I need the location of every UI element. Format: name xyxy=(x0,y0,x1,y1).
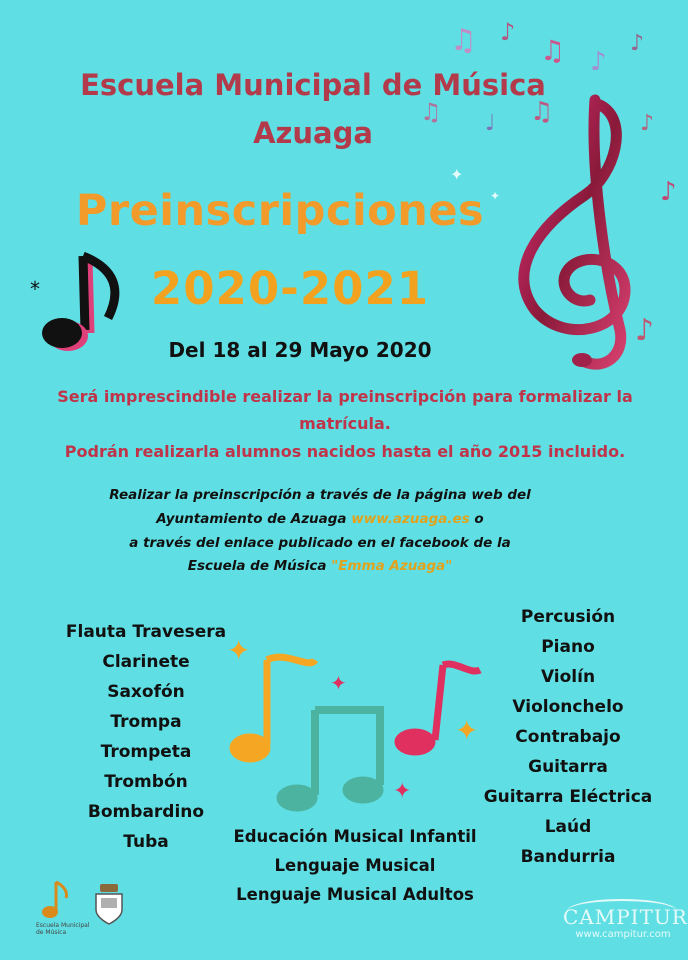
svg-text:♫: ♫ xyxy=(530,97,554,127)
svg-text:♩: ♩ xyxy=(485,111,496,136)
instrument-item: Bandurria xyxy=(520,847,616,867)
instrument-item: Violín xyxy=(540,667,596,687)
registration-dates: Del 18 al 29 Mayo 2020 xyxy=(168,338,432,362)
instrument-item: Trompeta xyxy=(100,742,192,762)
svg-text:*: * xyxy=(30,277,40,301)
svg-text:✦: ✦ xyxy=(490,189,501,203)
coat-of-arms-icon xyxy=(92,882,126,926)
svg-text:♪: ♪ xyxy=(660,177,677,207)
colored-notes-icon xyxy=(215,620,495,820)
web-info-line-2 xyxy=(40,511,600,527)
watermark-url: www.campitur.com xyxy=(575,929,671,940)
instrument-item: Saxofón xyxy=(107,682,185,702)
web-info-line-1: Realizar la preinscripción a través de la página web del xyxy=(109,487,531,503)
instrument-item: Bombardino xyxy=(87,802,205,822)
facebook-link[interactable]: "Emma Azuaga" xyxy=(331,558,453,574)
svg-text:♪: ♪ xyxy=(630,31,645,56)
svg-text:♪: ♪ xyxy=(635,313,655,348)
instruments-right-list xyxy=(470,602,666,872)
school-logo-caption: Escuela Municipal de Música xyxy=(36,922,90,936)
requirement-line-2: matrícula. xyxy=(299,414,391,433)
svg-text:♫: ♫ xyxy=(540,34,566,67)
web-info-line-3: a través del enlace publicado en el facebook de la xyxy=(129,535,511,551)
watermark-arc xyxy=(567,899,677,923)
svg-text:♫: ♫ xyxy=(450,23,477,58)
instrument-item: Clarinete xyxy=(102,652,190,672)
course-item: Lenguaje Musical Adultos xyxy=(236,885,474,904)
instrument-item: Trombón xyxy=(104,772,188,792)
course-item: Educación Musical Infantil xyxy=(233,827,477,846)
svg-text:✦: ✦ xyxy=(393,779,412,804)
svg-text:♪: ♪ xyxy=(500,18,516,46)
instrument-item: Guitarra xyxy=(528,757,608,777)
course-item: Lenguaje Musical xyxy=(274,856,436,875)
requirement-line-3: Podrán realizarla alumnos nacidos hasta el año 2015 incluido. xyxy=(64,442,626,461)
web-info-text: Ayuntamiento de Azuaga xyxy=(156,511,352,527)
svg-text:♪: ♪ xyxy=(640,111,655,136)
svg-text:✦: ✦ xyxy=(227,634,251,667)
watermark xyxy=(563,905,688,940)
instrument-item: Tuba xyxy=(123,832,169,852)
instrument-item: Contrabajo xyxy=(515,727,621,747)
academic-year: 2020-2021 xyxy=(150,262,430,315)
school-logo xyxy=(36,878,90,936)
web-info-line-4 xyxy=(40,558,600,574)
web-info-text: o xyxy=(469,511,484,527)
music-note-icon xyxy=(36,878,76,922)
svg-text:♫: ♫ xyxy=(420,98,442,126)
courses-list xyxy=(220,822,490,909)
website-link[interactable]: www.azuaga.es xyxy=(351,511,470,527)
town-name: Azuaga xyxy=(253,116,373,150)
instrument-item: Trompa xyxy=(110,712,182,732)
instruments-left-list xyxy=(46,617,246,857)
instrument-item: Guitarra Eléctrica xyxy=(483,787,653,807)
requirement-line-1: Será imprescindible realizar la preinscripción para formalizar la xyxy=(57,387,633,406)
svg-text:♪: ♪ xyxy=(590,47,607,77)
svg-text:✦: ✦ xyxy=(330,671,347,695)
instrument-item: Laúd xyxy=(544,817,592,837)
web-info-text: Escuela de Música xyxy=(187,558,332,574)
instrument-item: Percusión xyxy=(520,607,616,627)
svg-text:✦: ✦ xyxy=(455,714,479,747)
instrument-item: Piano xyxy=(541,637,595,657)
svg-text:✦: ✦ xyxy=(450,165,464,184)
headline: Preinscripciones xyxy=(75,186,485,236)
instrument-item: Violonchelo xyxy=(512,697,624,717)
instrument-item: Flauta Travesera xyxy=(65,622,227,642)
watermark-brand: CAMPITUR xyxy=(563,905,688,929)
school-name: Escuela Municipal de Música xyxy=(80,68,546,102)
